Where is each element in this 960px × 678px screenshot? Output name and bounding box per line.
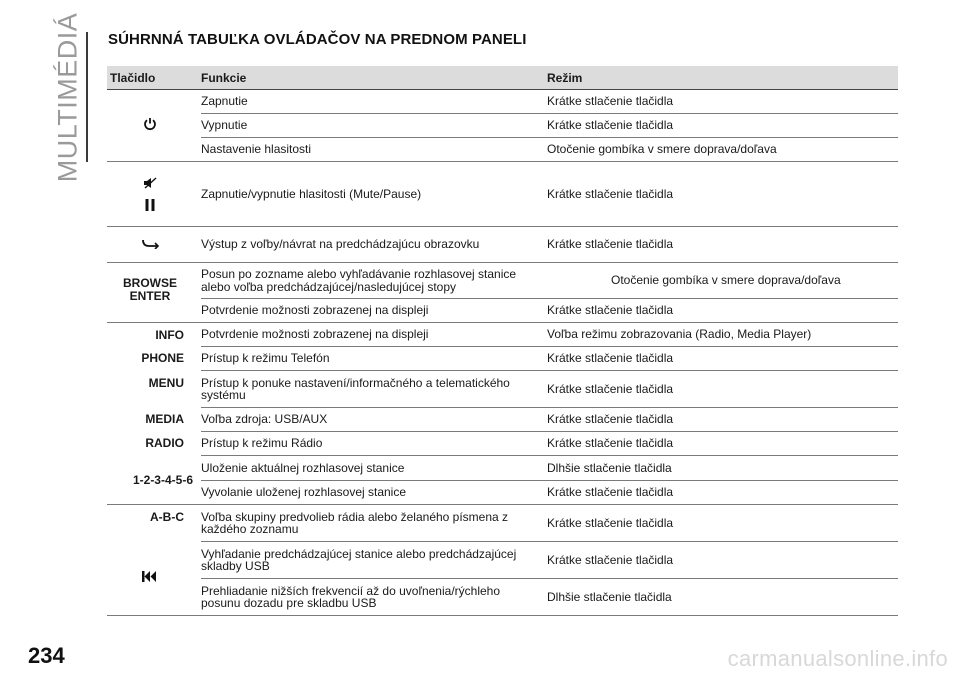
mode-cell: Krátke stlačenie tlačidla <box>547 347 898 371</box>
function-cell: Prehliadanie nižších frekvencií až do uvoľnenia/rýchleho posunu dozadu pre skladbu USB <box>201 579 547 616</box>
skip-back-key-cell <box>107 542 201 616</box>
back-arrow-icon <box>140 238 160 249</box>
mode-cell: Dlhšie stlačenie tlačidla <box>547 579 898 616</box>
mode-cell: Krátke stlačenie tlačidla <box>547 542 898 579</box>
key-cell: MEDIA <box>145 412 184 427</box>
mode-cell: Dlhšie stlačenie tlačidla <box>547 456 898 481</box>
skip-back-icon <box>142 571 158 582</box>
mode-cell: Krátke stlačenie tlačidla <box>547 114 898 138</box>
mode-cell: Krátke stlačenie tlačidla <box>547 162 898 227</box>
table-row <box>107 323 898 347</box>
mute-key-cell <box>107 162 201 227</box>
header-button: Tlačidlo <box>107 66 201 90</box>
table-row <box>107 227 898 263</box>
table-row <box>107 90 898 114</box>
mode-cell: Otočenie gombíka v smere doprava/doľava <box>547 263 898 299</box>
table-row <box>107 263 898 299</box>
table-header-row <box>107 66 898 90</box>
table-row <box>107 579 898 616</box>
function-cell: Zapnutie <box>201 90 547 114</box>
back-key-cell <box>107 227 201 263</box>
function-cell: Vypnutie <box>201 114 547 138</box>
mode-cell: Krátke stlačenie tlačidla <box>547 408 898 432</box>
mode-cell: Krátke stlačenie tlačidla <box>547 299 898 323</box>
table-row <box>107 542 898 579</box>
function-cell: Uloženie aktuálnej rozhlasovej stanice <box>201 456 547 481</box>
side-divider <box>86 32 88 162</box>
section-side-label: MULTIMÉDIÁ <box>52 12 83 182</box>
mute-icon <box>143 177 157 189</box>
power-key-cell <box>107 90 201 162</box>
table-row <box>107 505 898 542</box>
page-number: 234 <box>28 643 65 668</box>
table-row <box>107 432 898 456</box>
function-cell: Výstup z voľby/návrat na predchádzajúcu obrazovku <box>201 227 547 263</box>
pause-icon <box>145 199 155 211</box>
function-cell: Potvrdenie možnosti zobrazenej na displeji <box>201 299 547 323</box>
function-cell: Prístup k režimu Rádio <box>201 432 547 456</box>
table-row <box>107 162 898 227</box>
table-row <box>107 138 898 162</box>
mode-cell: Krátke stlačenie tlačidla <box>547 227 898 263</box>
table-row <box>107 299 898 323</box>
mode-cell: Krátke stlačenie tlačidla <box>547 90 898 114</box>
mode-cell: Krátke stlačenie tlačidla <box>547 432 898 456</box>
controls-table <box>107 66 898 616</box>
function-cell: Nastavenie hlasitosti <box>201 138 547 162</box>
mode-cell: Krátke stlačenie tlačidla <box>547 505 898 542</box>
mode-cell: Krátke stlačenie tlačidla <box>547 371 898 408</box>
mode-cell: Otočenie gombíka v smere doprava/doľava <box>547 138 898 162</box>
function-cell: Prístup k režimu Telefón <box>201 347 547 371</box>
table-row <box>107 456 898 481</box>
mode-cell: Krátke stlačenie tlačidla <box>547 481 898 505</box>
function-cell: Vyvolanie uloženej rozhlasovej stanice <box>201 481 547 505</box>
preset-key-cell: 1-2-3-4-5-6 <box>107 456 201 505</box>
key-cell: A-B-C <box>150 510 184 524</box>
table-row <box>107 408 898 432</box>
function-cell: Potvrdenie možnosti zobrazenej na displeji <box>201 323 547 347</box>
watermark: carmanualsonline.info <box>727 646 948 671</box>
function-cell: Zapnutie/vypnutie hlasitosti (Mute/Pause) <box>201 162 547 227</box>
key-cell: RADIO <box>145 436 184 451</box>
function-cell: Vyhľadanie predchádzajúcej stanice alebo predchádzajúcej skladby USB <box>201 542 547 579</box>
power-icon <box>143 117 157 131</box>
table-row <box>107 347 898 371</box>
table-row <box>107 114 898 138</box>
table-row <box>107 481 898 505</box>
mode-cell: Voľba režimu zobrazovania (Radio, Media Player) <box>547 323 898 347</box>
function-cell: Posun po zozname alebo vyhľadávanie rozhlasovej stanice alebo voľba predchádzajúcej/nasledujúcej stopy <box>201 263 547 299</box>
key-cell: INFO <box>155 327 184 342</box>
header-mode: Režim <box>547 66 898 90</box>
header-function: Funkcie <box>201 66 547 90</box>
function-cell: Voľba skupiny predvolieb rádia alebo želaného písmena z každého zoznamu <box>201 505 547 542</box>
function-cell: Prístup k ponuke nastavení/informačného a telematického systému <box>201 371 547 408</box>
key-cell: MENU <box>148 375 184 390</box>
key-cell: PHONE <box>141 351 184 366</box>
browse-enter-key: BROWSE ENTER <box>107 263 201 323</box>
function-cell: Voľba zdroja: USB/AUX <box>201 408 547 432</box>
table-row <box>107 371 898 408</box>
page-title: SÚHRNNÁ TABUĽKA OVLÁDAČOV NA PREDNOM PANELI <box>108 31 527 48</box>
